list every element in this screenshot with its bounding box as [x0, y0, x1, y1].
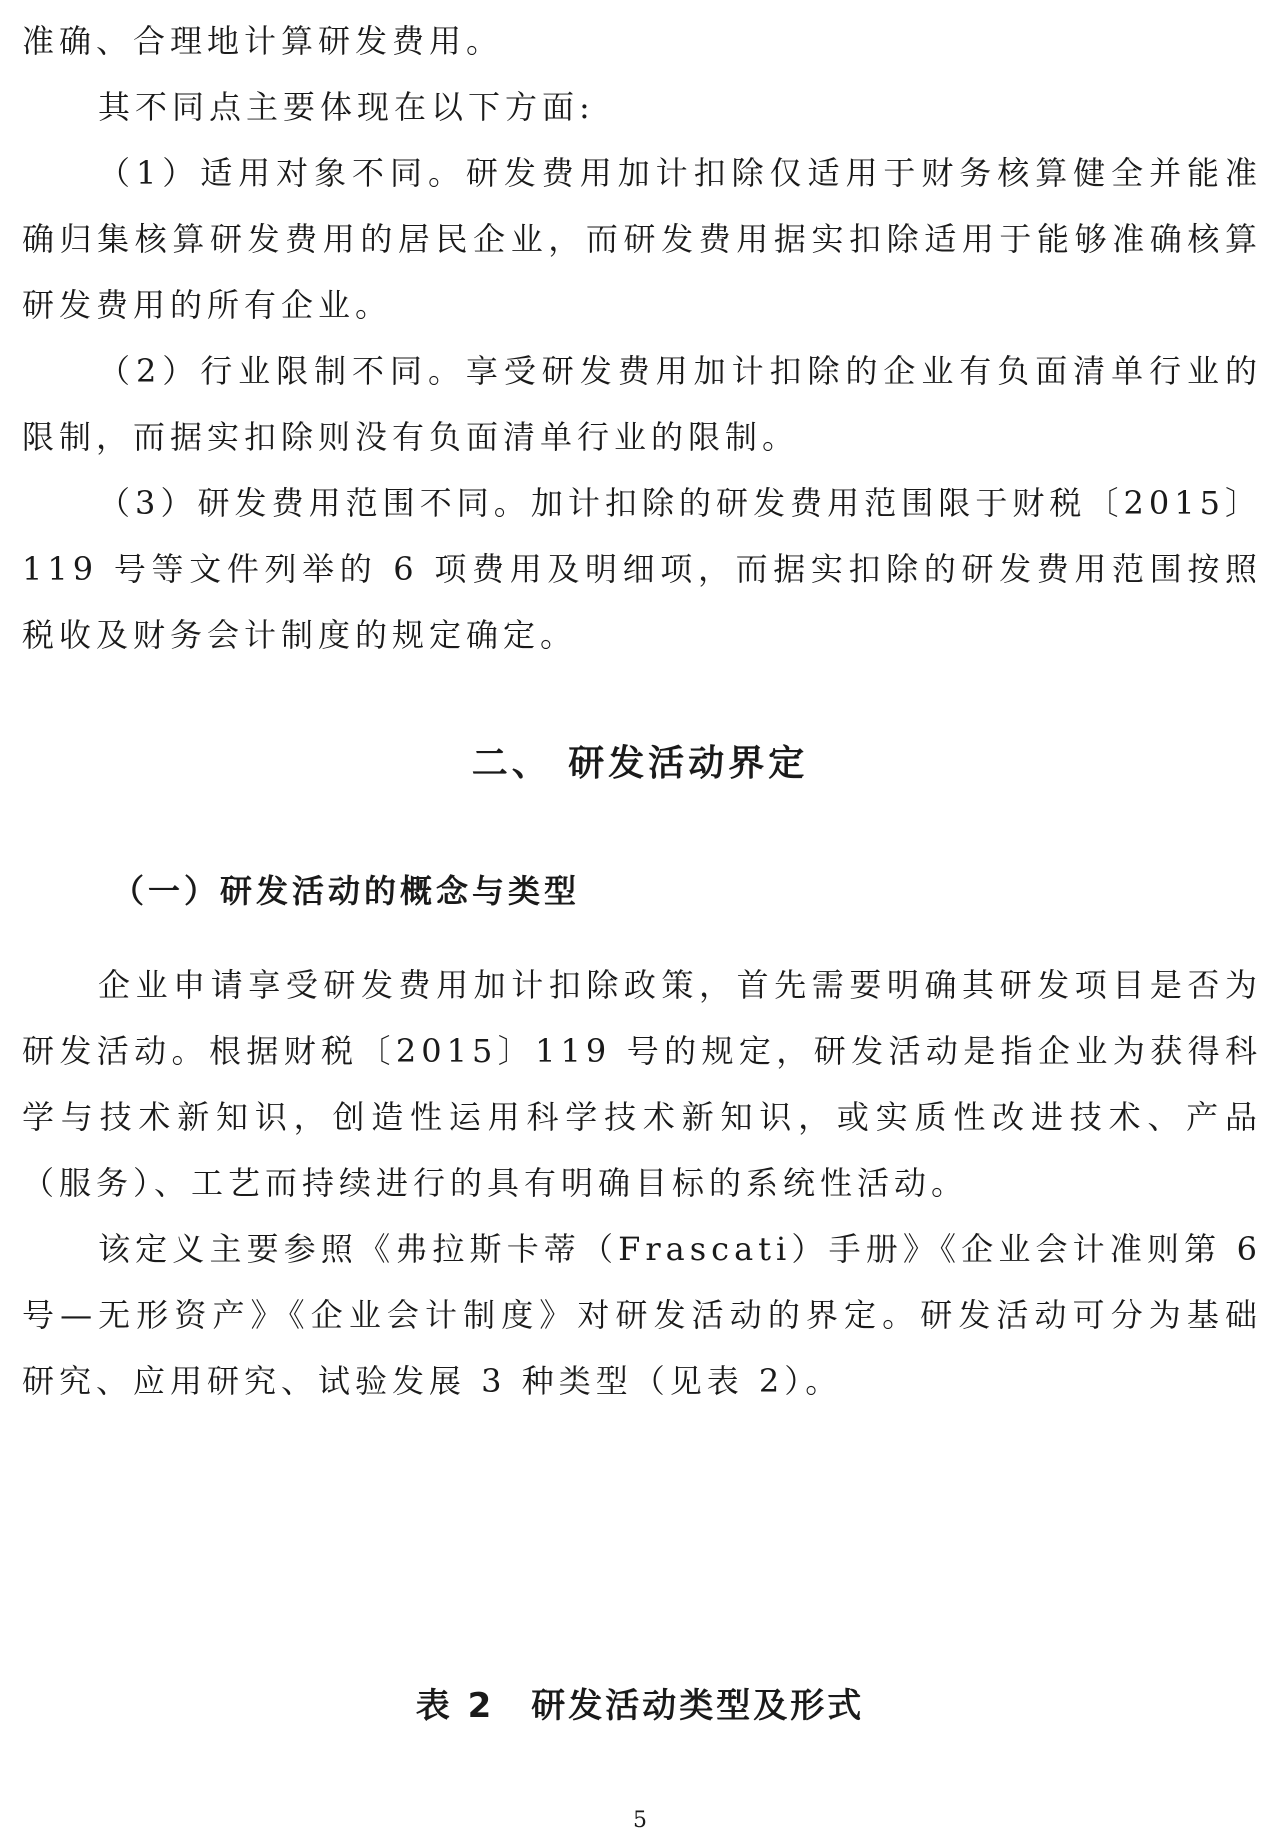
paragraph-rd-types: 该定义主要参照《弗拉斯卡蒂（Frascati）手册》《企业会计准则第 6 号—无形资产》《企业会计制度》对研发活动的界定。研发活动可分为基础研究、应用研究、试验发展 3 种类型（见表 2）。	[22, 1230, 1262, 1400]
paragraph-difference-1: （1）适用对象不同。研发费用加计扣除仅适用于财务核算健全并能准确归集核算研发费用的居民企业，而研发费用据实扣除适用于能够准确核算研发费用的所有企业。	[22, 154, 1262, 324]
table-caption: 表 2 研发活动类型及形式	[415, 1686, 865, 1726]
section-heading: 二、 研发活动界定	[471, 743, 809, 784]
subsection-heading: （一）研发活动的概念与类型	[112, 872, 581, 910]
paragraph-difference-3: （3）研发费用范围不同。加计扣除的研发费用范围限于财税〔2015〕119 号等文件列举的 6 项费用及明细项，而据实扣除的研发费用范围按照税收及财务会计制度的规定确定。	[22, 484, 1262, 654]
paragraph-rd-definition: 企业申请享受研发费用加计扣除政策，首先需要明确其研发项目是否为研发活动。根据财税〔2015〕119 号的规定，研发活动是指企业为获得科学与技术新知识，创造性运用科学技术新知识，或实质性改进技术、产品（服务）、工艺而持续进行的具有明确目标的系统性活动。	[22, 966, 1262, 1202]
paragraph-difference-2: （2）行业限制不同。享受研发费用加计扣除的企业有负面清单行业的限制，而据实扣除则没有负面清单行业的限制。	[22, 352, 1262, 456]
paragraph-continuation: 准确、合理地计算研发费用。	[22, 22, 504, 60]
page-number: 5	[633, 1808, 647, 1833]
paragraph-intro-differences: 其不同点主要体现在以下方面:	[98, 88, 595, 126]
